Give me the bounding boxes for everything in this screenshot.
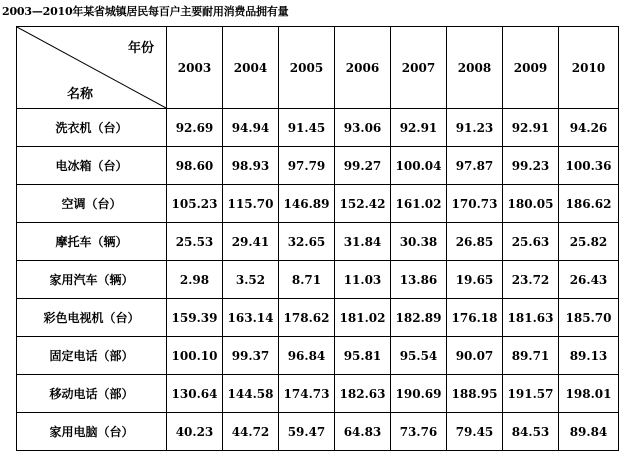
value-cell: 146.89 [279, 185, 335, 223]
value-cell: 89.84 [559, 413, 619, 451]
value-cell: 99.27 [335, 147, 391, 185]
value-cell: 181.02 [335, 299, 391, 337]
value-cell: 94.26 [559, 109, 619, 147]
item-name-cell: 移动电话（部） [17, 375, 167, 413]
value-cell: 25.82 [559, 223, 619, 261]
year-header-cell: 2005 [279, 27, 335, 109]
table-row [17, 185, 619, 223]
value-cell: 90.07 [447, 337, 503, 375]
value-cell: 99.23 [503, 147, 559, 185]
value-cell: 44.72 [223, 413, 279, 451]
value-cell: 144.58 [223, 375, 279, 413]
year-header-cell: 2010 [559, 27, 619, 109]
value-cell: 73.76 [391, 413, 447, 451]
table-row [17, 147, 619, 185]
value-cell: 161.02 [391, 185, 447, 223]
value-cell: 98.93 [223, 147, 279, 185]
year-header-cell: 2006 [335, 27, 391, 109]
table-row [17, 413, 619, 451]
value-cell: 163.14 [223, 299, 279, 337]
value-cell: 31.84 [335, 223, 391, 261]
value-cell: 3.52 [223, 261, 279, 299]
item-name-cell: 洗衣机（台） [17, 109, 167, 147]
value-cell: 11.03 [335, 261, 391, 299]
value-cell: 13.86 [391, 261, 447, 299]
value-cell: 59.47 [279, 413, 335, 451]
value-cell: 8.71 [279, 261, 335, 299]
value-cell: 94.94 [223, 109, 279, 147]
item-name-cell: 家用汽车（辆） [17, 261, 167, 299]
table-row [17, 109, 619, 147]
table-row [17, 261, 619, 299]
value-cell: 91.45 [279, 109, 335, 147]
value-cell: 99.37 [223, 337, 279, 375]
value-cell: 30.38 [391, 223, 447, 261]
table-row [17, 223, 619, 261]
value-cell: 26.43 [559, 261, 619, 299]
value-cell: 40.23 [167, 413, 223, 451]
table-title: 2003—2010年某省城镇居民每百户主要耐用消费品拥有量 [2, 5, 289, 18]
value-cell: 180.05 [503, 185, 559, 223]
value-cell: 191.57 [503, 375, 559, 413]
value-cell: 2.98 [167, 261, 223, 299]
value-cell: 182.63 [335, 375, 391, 413]
value-cell: 23.72 [503, 261, 559, 299]
value-cell: 152.42 [335, 185, 391, 223]
value-cell: 181.63 [503, 299, 559, 337]
item-name-cell: 电冰箱（台） [17, 147, 167, 185]
value-cell: 188.95 [447, 375, 503, 413]
value-cell: 97.79 [279, 147, 335, 185]
value-cell: 115.70 [223, 185, 279, 223]
value-cell: 185.70 [559, 299, 619, 337]
value-cell: 92.91 [503, 109, 559, 147]
value-cell: 130.64 [167, 375, 223, 413]
value-cell: 89.71 [503, 337, 559, 375]
value-cell: 79.45 [447, 413, 503, 451]
value-cell: 25.53 [167, 223, 223, 261]
value-cell: 64.83 [335, 413, 391, 451]
value-cell: 182.89 [391, 299, 447, 337]
value-cell: 190.69 [391, 375, 447, 413]
item-name-cell: 彩色电视机（台） [17, 299, 167, 337]
header-row [17, 27, 619, 109]
value-cell: 92.69 [167, 109, 223, 147]
value-cell: 89.13 [559, 337, 619, 375]
value-cell: 29.41 [223, 223, 279, 261]
year-header-cell: 2009 [503, 27, 559, 109]
value-cell: 95.81 [335, 337, 391, 375]
year-header-cell: 2004 [223, 27, 279, 109]
value-cell: 98.60 [167, 147, 223, 185]
value-cell: 198.01 [559, 375, 619, 413]
corner-header-cell [17, 27, 167, 109]
value-cell: 159.39 [167, 299, 223, 337]
value-cell: 170.73 [447, 185, 503, 223]
value-cell: 91.23 [447, 109, 503, 147]
value-cell: 32.65 [279, 223, 335, 261]
item-name-cell: 固定电话（部） [17, 337, 167, 375]
durable-goods-table [16, 26, 619, 451]
item-name-cell: 家用电脑（台） [17, 413, 167, 451]
item-name-cell: 摩托车（辆） [17, 223, 167, 261]
year-header-cell: 2008 [447, 27, 503, 109]
value-cell: 97.87 [447, 147, 503, 185]
value-cell: 84.53 [503, 413, 559, 451]
value-cell: 93.06 [335, 109, 391, 147]
value-cell: 105.23 [167, 185, 223, 223]
value-cell: 96.84 [279, 337, 335, 375]
table-row [17, 375, 619, 413]
year-header-label: 年份 [127, 41, 154, 56]
year-header-cell: 2007 [391, 27, 447, 109]
value-cell: 100.36 [559, 147, 619, 185]
name-header-label: 名称 [67, 87, 94, 102]
value-cell: 100.04 [391, 147, 447, 185]
value-cell: 186.62 [559, 185, 619, 223]
value-cell: 100.10 [167, 337, 223, 375]
table-row [17, 337, 619, 375]
value-cell: 25.63 [503, 223, 559, 261]
year-header-cell: 2003 [167, 27, 223, 109]
value-cell: 92.91 [391, 109, 447, 147]
value-cell: 178.62 [279, 299, 335, 337]
value-cell: 176.18 [447, 299, 503, 337]
item-name-cell: 空调（台） [17, 185, 167, 223]
table-row [17, 299, 619, 337]
value-cell: 95.54 [391, 337, 447, 375]
value-cell: 174.73 [279, 375, 335, 413]
value-cell: 19.65 [447, 261, 503, 299]
value-cell: 26.85 [447, 223, 503, 261]
